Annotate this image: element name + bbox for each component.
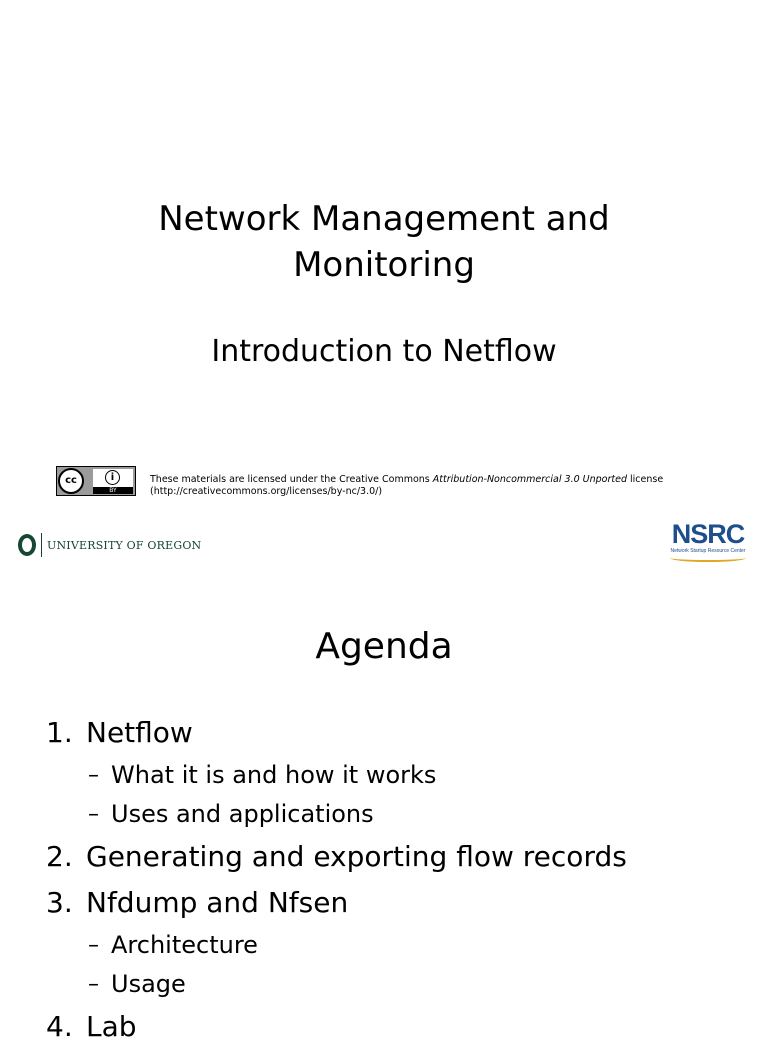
agenda-item [0,880,768,926]
attribution-icon: i [105,470,120,485]
dash-bullet-icon: – [88,763,99,788]
agenda-item-number: 1. [46,716,73,749]
agenda-item [0,710,768,756]
dash-bullet-icon: – [88,972,99,997]
agenda-subitem-label: Usage [111,970,186,998]
nsrc-logo [664,520,752,566]
license-suffix: license [630,474,664,485]
license-name: Attribution-Noncommercial 3.0 Unported [432,474,627,485]
agenda-subitem [0,795,768,834]
slide-subtitle: Introduction to Netflow [211,334,557,369]
agenda-item-number: 3. [46,886,73,919]
agenda-subitem-label: Uses and applications [111,800,374,828]
agenda-item [0,1004,768,1050]
agenda-subitem [0,756,768,795]
agenda-subitem-label: What it is and how it works [111,761,437,789]
slide-title-line-2: Monitoring [293,245,475,285]
creative-commons-badge-icon [56,466,136,496]
agenda-item [0,834,768,880]
oregon-o-icon [18,534,36,556]
cc-icon: cc [58,468,84,494]
license-url: (http://creativecommons.org/licenses/by-nc/3.0/) [150,486,383,497]
agenda-item-label: Netflow [86,716,193,749]
agenda-item-label: Nfdump and Nfsen [86,886,349,919]
dash-bullet-icon: – [88,802,99,827]
dash-bullet-icon: – [88,933,99,958]
agenda-subitem [0,926,768,965]
license-prefix: These materials are licensed under the Creative Commons [150,474,430,485]
nsrc-logo-subtitle: Network Startup Resource Center [670,548,746,554]
agenda-item-number: 4. [46,1010,73,1043]
nsrc-swoosh-icon [670,554,746,562]
agenda-subitem [0,965,768,1004]
agenda-item-label: Lab [86,1010,137,1043]
agenda-slide [0,590,768,1043]
license-text [150,474,710,498]
slide-title-line-1: Network Management and [158,199,610,239]
uo-logo-text: UNIVERSITY OF OREGON [47,538,202,552]
university-of-oregon-logo [18,532,201,558]
by-label: BY [93,487,133,494]
slide-title [0,196,768,288]
nsrc-logo-word: NSRC [671,519,745,549]
agenda-title: Agenda [315,626,453,667]
agenda-item-label: Generating and exporting flow records [86,840,627,873]
agenda-subitem-label: Architecture [111,931,258,959]
agenda-list [0,710,768,1050]
agenda-item-number: 2. [46,840,73,873]
